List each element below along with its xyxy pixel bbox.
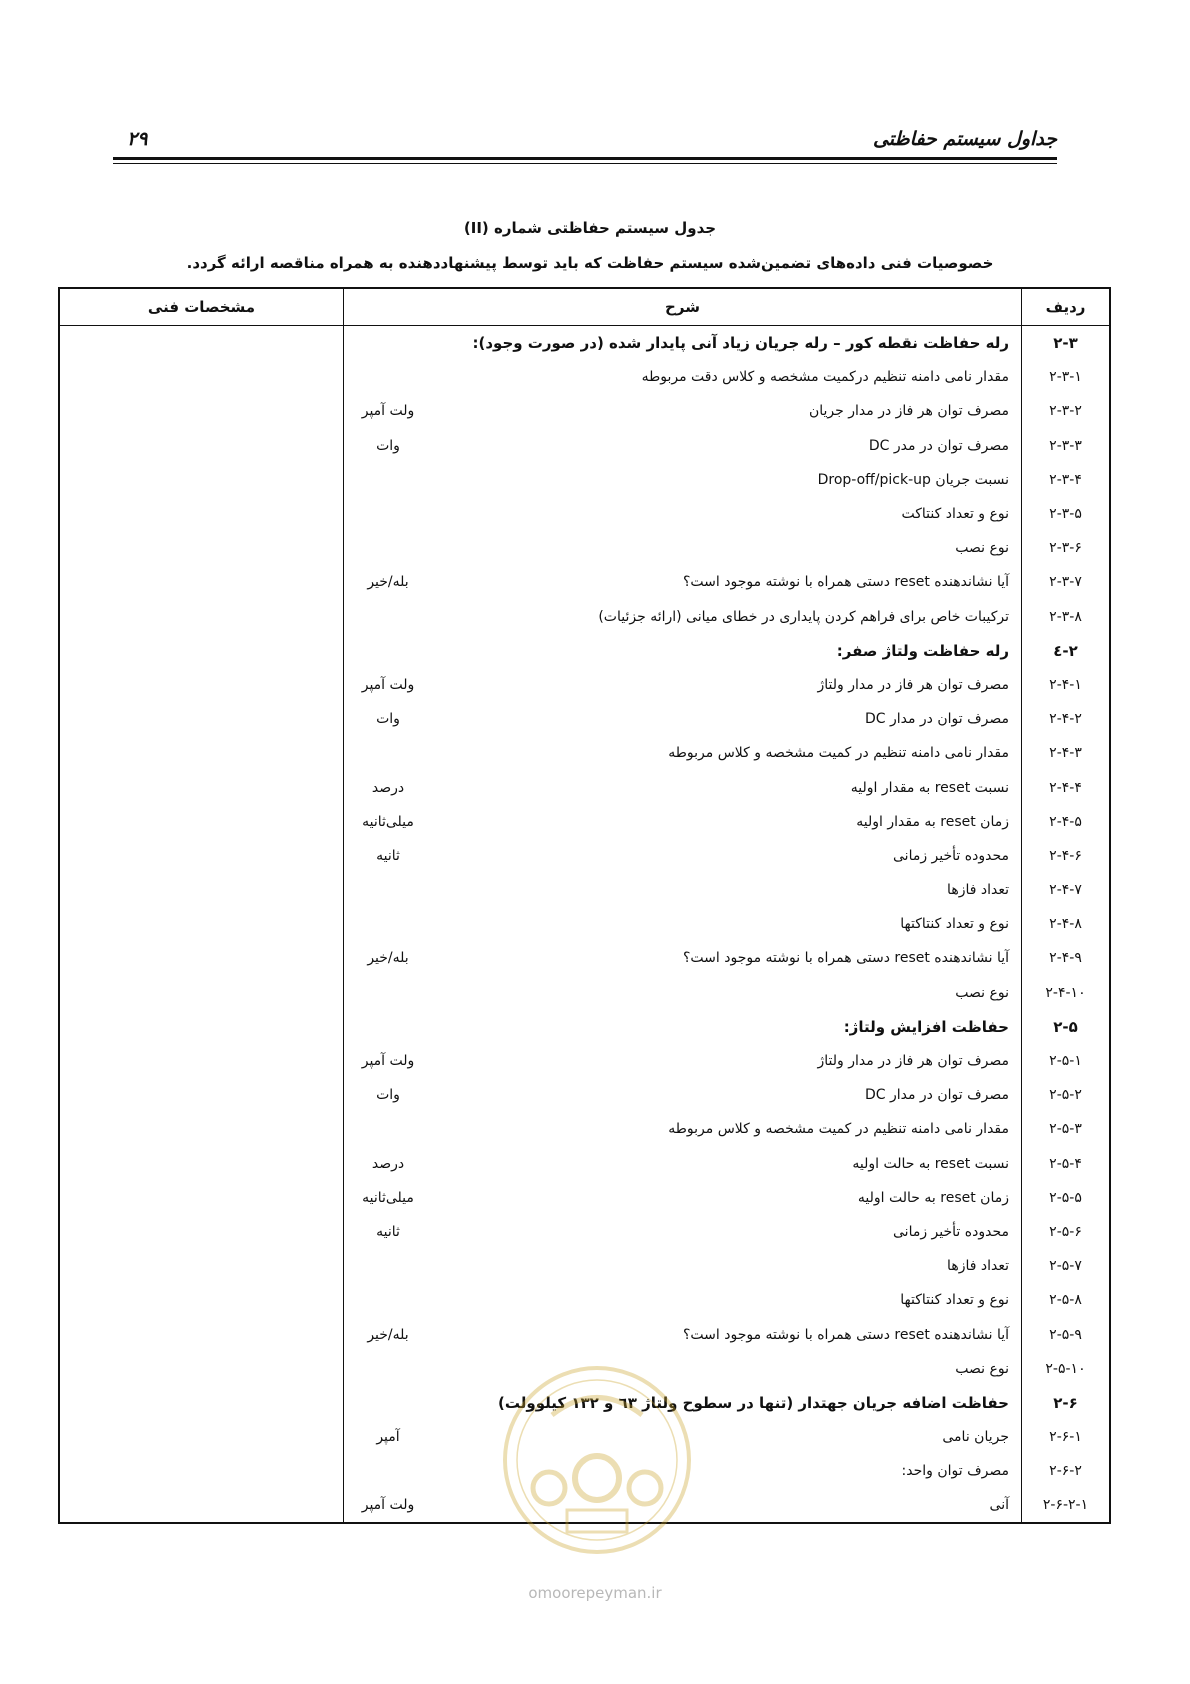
row-unit: درصد (371, 779, 405, 796)
row-description: تعداد فازها (947, 882, 1009, 899)
table-row (60, 976, 1109, 1010)
row-description: جریان نامی (942, 1429, 1009, 1446)
table-row (60, 1078, 1109, 1112)
row-unit (344, 736, 432, 770)
row-description: نوع نصب (955, 984, 1009, 1001)
row-unit: ولت آمپر (361, 676, 415, 693)
table-row (60, 531, 1109, 565)
row-description: نوع و تعداد کنتاکت (901, 506, 1009, 523)
row-description: نسبت جریان Drop-off/pick-up (817, 471, 1009, 488)
row-unit: وات (376, 1087, 400, 1104)
row-unit: بله/خیر (367, 1326, 409, 1343)
row-number: ۲-۴-۴ (1049, 779, 1082, 796)
column-header-radif: ردیف (1045, 298, 1086, 316)
table-row (60, 839, 1109, 873)
table-row (60, 702, 1109, 736)
row-unit (344, 1454, 432, 1488)
row-unit: میلی‌ثانیه (362, 1189, 414, 1206)
row-number: ۲-۴-۸ (1049, 916, 1082, 933)
row-number: ۲-۴-۳ (1049, 745, 1082, 762)
page-header (113, 128, 1057, 164)
table-body (60, 326, 1109, 1523)
row-description: آیا نشاندهنده reset دستی همراه با نوشته موجود است؟ (683, 1326, 1009, 1343)
row-unit: ولت آمپر (361, 1053, 415, 1070)
row-description: آنی (989, 1497, 1009, 1514)
table-title: جدول سیستم حفاظتی شماره (II) (463, 219, 717, 237)
row-description: نسبت reset به مقدار اولیه (850, 779, 1009, 796)
table-row (60, 394, 1109, 428)
row-number: ۲-۵-۷ (1049, 1258, 1082, 1275)
row-description: زمان reset به حالت اولیه (857, 1189, 1009, 1206)
row-number: ۲-۵-۳ (1049, 1121, 1082, 1138)
row-number: ۲-۴-۲ (1049, 711, 1082, 728)
table-row (60, 600, 1109, 634)
row-number: ۲-۶-۱ (1049, 1429, 1082, 1446)
row-number: ۲-۳-۲ (1049, 403, 1082, 420)
row-unit (344, 600, 432, 634)
row-unit: ولت آمپر (361, 1497, 415, 1514)
row-number: ۲-۴-۱ (1049, 676, 1082, 693)
row-unit (344, 463, 432, 497)
table-row (60, 1044, 1109, 1078)
row-description: رله حفاظت نقطه کور – رله جریان زیاد آنی پایدار شده (در صورت وجود): (472, 334, 1009, 353)
table-row (60, 941, 1109, 975)
table-row (60, 736, 1109, 770)
row-number: ۲-۴-۶ (1049, 847, 1082, 864)
row-description: مقدار نامی دامنه تنظیم در کمیت مشخصه و کلاس مربوطه (668, 1121, 1009, 1138)
table-row (60, 1112, 1109, 1146)
watermark-seal-icon (497, 1360, 697, 1560)
row-number: ۲-۵-۶ (1049, 1223, 1082, 1240)
row-description: آیا نشاندهنده reset دستی همراه با نوشته موجود است؟ (683, 950, 1009, 967)
row-number: ۲-۳-۸ (1049, 608, 1082, 625)
table-row (60, 497, 1109, 531)
row-unit (344, 326, 432, 360)
row-number: ۲-۶-۲ (1049, 1463, 1082, 1480)
row-number: ۲-۴-۷ (1049, 882, 1082, 899)
row-description: نوع و تعداد کنتاکتها (900, 1292, 1009, 1309)
table-row (60, 873, 1109, 907)
table-row (60, 1215, 1109, 1249)
row-unit (344, 1249, 432, 1283)
table-row (60, 1181, 1109, 1215)
row-unit (344, 360, 432, 394)
row-unit (344, 1010, 432, 1044)
row-description: ترکیبات خاص برای فراهم کردن پایداری در خطای میانی (ارائه جزئیات) (598, 608, 1009, 625)
row-description: رله حفاظت ولتاژ صفر: (836, 641, 1009, 660)
row-description: مقدار نامی دامنه تنظیم درکمیت مشخصه و کلاس دقت مربوطه (641, 369, 1009, 386)
table-row (60, 1283, 1109, 1317)
row-description: مقدار نامی دامنه تنظیم در کمیت مشخصه و کلاس مربوطه (668, 745, 1009, 762)
row-description: زمان reset به مقدار اولیه (856, 813, 1009, 830)
row-description: نسبت reset به حالت اولیه (852, 1155, 1009, 1172)
row-number: ۲-۳-۱ (1049, 369, 1082, 386)
row-number: ۲-٤ (1053, 641, 1078, 660)
row-number: ۲-۴-۹ (1049, 950, 1082, 967)
table-row (60, 360, 1109, 394)
row-description: تعداد فازها (947, 1258, 1009, 1275)
row-number: ۲-۳-۳ (1049, 437, 1082, 454)
section-row (60, 326, 1109, 360)
row-unit (344, 873, 432, 907)
section-row (60, 634, 1109, 668)
row-description: آیا نشاندهنده reset دستی همراه با نوشته موجود است؟ (683, 574, 1009, 591)
table-row (60, 429, 1109, 463)
row-unit: بله/خیر (367, 950, 409, 967)
row-unit (344, 634, 432, 668)
row-description: حفاظت اضافه جریان جهتدار (تنها در سطوح ولتاژ ٦٣ و ۱۳۲ کیلوولت) (498, 1393, 1009, 1412)
row-description: مصرف توان واحد: (901, 1463, 1009, 1480)
row-description: محدوده تأخیر زمانی (893, 847, 1009, 864)
row-unit (344, 497, 432, 531)
row-number: ۲-۳ (1053, 334, 1078, 353)
row-unit: بله/خیر (367, 574, 409, 591)
table-row (60, 668, 1109, 702)
header-rule-thin (113, 163, 1057, 164)
row-description: مصرف توان در مدر DC (868, 437, 1009, 454)
row-description: محدوده تأخیر زمانی (893, 1223, 1009, 1240)
row-unit: وات (376, 711, 400, 728)
row-unit (344, 976, 432, 1010)
row-number: ۲-۴-۱۰ (1045, 984, 1086, 1001)
row-unit: آمپر (376, 1429, 400, 1446)
section-row (60, 1010, 1109, 1044)
row-description: نوع و تعداد کنتاکتها (900, 916, 1009, 933)
row-description: نوع نصب (955, 1360, 1009, 1377)
table-row (60, 1147, 1109, 1181)
row-description: مصرف توان هر فاز در مدار ولتاژ (817, 1053, 1009, 1070)
table-row (60, 463, 1109, 497)
row-number: ۲-۵-۱ (1049, 1053, 1082, 1070)
table-row (60, 805, 1109, 839)
row-number: ۲-۶-۲-۱ (1042, 1497, 1089, 1514)
spec-table (58, 287, 1111, 1524)
row-number: ۲-۳-۷ (1049, 574, 1082, 591)
row-number: ۲-۵-۱۰ (1045, 1360, 1086, 1377)
row-description: مصرف توان در مدار DC (864, 711, 1009, 728)
page-number: ۲۹ (127, 128, 148, 150)
row-number: ۲-۳-۵ (1049, 506, 1082, 523)
row-description: نوع نصب (955, 540, 1009, 557)
row-number: ۲-۵-۴ (1049, 1155, 1082, 1172)
row-unit: میلی‌ثانیه (362, 813, 414, 830)
row-unit (344, 1283, 432, 1317)
row-unit: ثانیه (376, 847, 400, 864)
row-unit (344, 907, 432, 941)
header-rule-thick (113, 157, 1057, 160)
row-description: مصرف توان هر فاز در مدار جریان (808, 403, 1009, 420)
column-header-spec: مشخصات فنی (147, 298, 256, 316)
watermark-site: omoorepeyman.ir (528, 1584, 662, 1602)
row-unit: ثانیه (376, 1223, 400, 1240)
row-description: مصرف توان هر فاز در مدار ولتاژ (817, 676, 1009, 693)
row-number: ۲-۵-۲ (1049, 1087, 1082, 1104)
row-number: ۲-۴-۵ (1049, 813, 1082, 830)
row-number: ۲-۵-۸ (1049, 1292, 1082, 1309)
row-unit (344, 1112, 432, 1146)
table-row (60, 1249, 1109, 1283)
row-number: ۲-۵ (1053, 1017, 1078, 1036)
table-row (60, 907, 1109, 941)
row-number: ۲-۳-۶ (1049, 540, 1082, 557)
running-title: جداول سیستم حفاظتی (872, 128, 1057, 150)
row-unit (344, 1386, 432, 1420)
row-description: حفاظت افزایش ولتاژ: (843, 1017, 1009, 1036)
row-unit: وات (376, 437, 400, 454)
table-row (60, 770, 1109, 804)
row-number: ۲-۳-۴ (1049, 471, 1082, 488)
row-unit: درصد (371, 1155, 405, 1172)
column-header-sharh: شرح (665, 298, 700, 316)
row-number: ۲-۵-۵ (1049, 1189, 1082, 1206)
row-unit: ولت آمپر (361, 403, 415, 420)
row-description: مصرف توان در مدار DC (864, 1087, 1009, 1104)
row-number: ۲-۵-۹ (1049, 1326, 1082, 1343)
row-number: ۲-۶ (1053, 1393, 1078, 1412)
table-row (60, 565, 1109, 599)
row-unit (344, 531, 432, 565)
table-subtitle: خصوصیات فنی داده‌های تضمین‌شده سیستم حفاظت که باید توسط پیشنهاددهنده به همراه مناقصه ارائه گردد. (186, 254, 994, 272)
row-unit (344, 1352, 432, 1386)
table-row (60, 1317, 1109, 1351)
